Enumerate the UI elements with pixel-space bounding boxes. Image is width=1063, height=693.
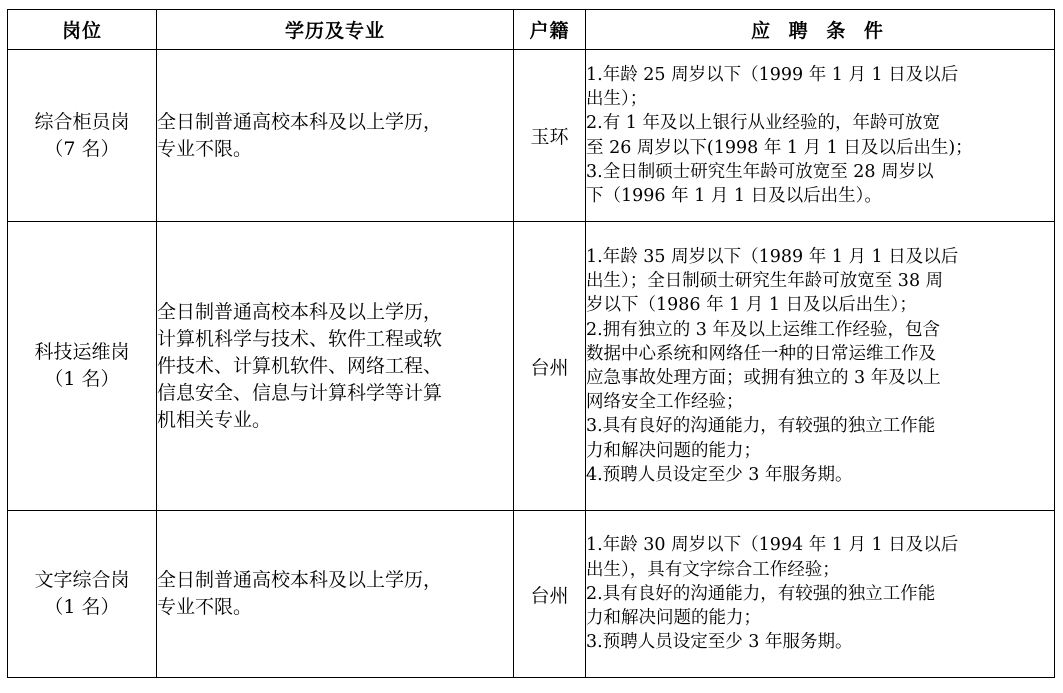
- education-line: 信息安全、信息与计算科学等计算: [157, 381, 443, 404]
- hukou-cell: 台州: [514, 511, 586, 678]
- education-line: 计算机科学与技术、软件工程或软: [157, 327, 443, 350]
- condition-line: 3.具有良好的沟通能力，有较强的独立工作能: [586, 416, 936, 437]
- condition-line: 4.预聘人员设定至少 3 年服务期。: [586, 464, 853, 485]
- condition-line: 至 26 周岁以下(1998 年 1 月 1 日及以后出生)；: [586, 137, 973, 158]
- condition-line: 网络安全工作经验；: [586, 392, 744, 413]
- hukou-cell: 台州: [514, 222, 586, 511]
- header-row: [8, 10, 1055, 50]
- table-row: [8, 222, 1055, 511]
- condition-line: 3.全日制硕士研究生年龄可放宽至 28 周岁以: [586, 161, 934, 182]
- condition-line: 出生）；: [586, 89, 648, 110]
- table-row: [8, 511, 1055, 678]
- condition-line: 2.拥有独立的 3 年及以上运维工作经验，包含: [586, 319, 940, 340]
- header-post: 岗位: [8, 10, 157, 50]
- conditions-cell: [586, 222, 1055, 511]
- post-title: 科技运维岗: [34, 341, 130, 363]
- condition-line: 下（1996 年 1 月 1 日及以后出生）。: [586, 185, 882, 206]
- post-count: （1 名）: [44, 368, 120, 390]
- post-cell: [8, 50, 157, 222]
- condition-line: 力和解决问题的能力；: [586, 608, 761, 629]
- header-hukou: 户籍: [514, 10, 586, 50]
- post-count: （1 名）: [44, 596, 120, 618]
- recruitment-table: [7, 9, 1055, 678]
- table-header: [8, 10, 1055, 50]
- education-cell: [157, 50, 514, 222]
- header-education: 学历及专业: [157, 10, 514, 50]
- education-line: 件技术、计算机软件、网络工程、: [157, 354, 443, 377]
- condition-line: 2.有 1 年及以上银行从业经验的，年龄可放宽: [586, 113, 940, 134]
- condition-line: 3.预聘人员设定至少 3 年服务期。: [586, 632, 853, 653]
- post-title: 文字综合岗: [34, 569, 130, 591]
- conditions-cell: [586, 511, 1055, 678]
- education-cell: [157, 222, 514, 511]
- education-cell: [157, 511, 514, 678]
- post-cell: [8, 511, 157, 678]
- condition-line: 出生）；全日制硕士研究生年龄可放宽至 38 周: [586, 271, 944, 292]
- post-cell: [8, 222, 157, 511]
- conditions-cell: [586, 50, 1055, 222]
- condition-line: 1.年龄 25 周岁以下（1999 年 1 月 1 日及以后: [586, 64, 959, 85]
- table-row: [8, 50, 1055, 222]
- post-count: （7 名）: [44, 137, 120, 160]
- header-conditions: 应 聘 条 件: [586, 10, 1055, 50]
- condition-line: 1.年龄 35 周岁以下（1989 年 1 月 1 日及以后: [586, 246, 959, 267]
- condition-line: 2.具有良好的沟通能力，有较强的独立工作能: [586, 583, 936, 604]
- condition-line: 数据中心系统和网络任一种的日常运维工作及: [586, 343, 936, 364]
- education-line: 专业不限。: [157, 137, 253, 160]
- condition-line: 1.年龄 30 周岁以下（1994 年 1 月 1 日及以后: [586, 535, 959, 556]
- education-line: 全日制普通高校本科及以上学历，: [157, 110, 443, 133]
- education-line: 机相关专业。: [157, 408, 272, 431]
- education-line: 全日制普通高校本科及以上学历，: [157, 569, 443, 591]
- condition-line: 应急事故处理方面；或拥有独立的 3 年及以上: [586, 368, 941, 388]
- education-line: 全日制普通高校本科及以上学历，: [157, 300, 443, 323]
- condition-line: 岁以下（1986 年 1 月 1 日及以后出生）；: [586, 295, 917, 316]
- post-title: 综合柜员岗: [34, 110, 130, 133]
- hukou-cell: 玉环: [514, 50, 586, 222]
- condition-line: 出生），具有文字综合工作经验；: [586, 559, 840, 580]
- condition-line: 力和解决问题的能力；: [586, 440, 761, 461]
- table-body: [8, 50, 1055, 678]
- education-line: 专业不限。: [157, 596, 253, 618]
